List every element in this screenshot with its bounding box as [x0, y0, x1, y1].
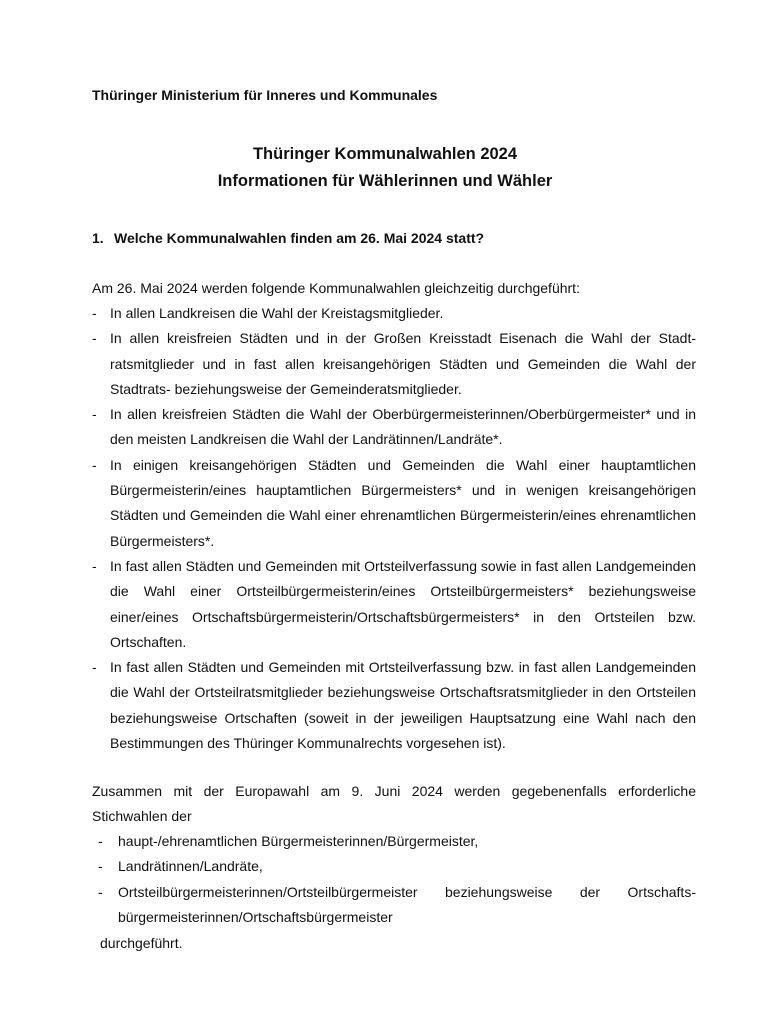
section-1-summary: Zusammen mit der Europawahl am 9. Juni 2024 werden gegebenenfalls erforderliche Stichwahlen der [92, 783, 696, 825]
list-item [98, 880, 696, 931]
list-dash: - [98, 833, 103, 849]
list-item-text: In einigen kreisangehörigen Städten und Gemeinden die Wahl einer hauptamtlichen Bürgermeisterin/eines hauptamtlichen Bürgermeisters* und in wenigen kreisangehörigen Städten und Gemeinden die Wahl einer ehrenamtlichen Bürgermeisterin/eines ehrenamtlichen Bürgermeisters*. [110, 456, 696, 549]
list-dash: - [98, 883, 103, 900]
list-item [92, 301, 696, 326]
list-dash: - [92, 406, 97, 423]
runoff-list [98, 829, 696, 930]
list-item-text: In allen kreisfreien Städten und in der Großen Kreisstadt Eisenach die Wahl der Stadtratsmitglieder und in fast allen kreisangehörigen Städten und Gemeinden die Wahl der Stadtrats- beziehungsweise der Gemeinderatsmitglieder. [110, 330, 696, 397]
section-1-closing: durchgeführt. [100, 935, 183, 951]
list-item [92, 402, 696, 453]
list-item-text: In fast allen Städten und Gemeinden mit Ortsteilverfassung bzw. in fast allen Landgemeinden die Wahl der Ortsteilratsmitglieder beziehungsweise Ortschaftsratsmitglieder in den Ortsteilen beziehungsweise Ortschaften (soweit in der jeweiligen Hauptsatzung eine Wahl nach den Bestimmungen des Thüringer Kommunalrechts vorgesehen ist). [110, 659, 696, 752]
list-dash: - [92, 557, 97, 574]
list-item-text: In fast allen Städten und Gemeinden mit Ortsteilverfassung sowie in fast allen Landgemeinden die Wahl einer Ortsteilbürgermeisterin/eines Ortsteilbürgermeisters* beziehungsweise einer/eines Ortschaftsbürgermeisterin/Ortschaftsbürgermeisters* in den Ortsteilen bzw. Ortschaften. [110, 557, 696, 650]
section-1-intro: Am 26. Mai 2024 werden folgende Kommunalwahlen gleichzeitig durchgeführt: [92, 280, 580, 296]
list-item-text: Landrätinnen/Landräte, [118, 858, 263, 875]
list-dash: - [98, 858, 103, 875]
document-title [0, 141, 770, 195]
list-item-text: In allen kreisfreien Städten die Wahl der Oberbürgermeisterinnen/Oberbürgermeister* und in den meisten Landkreisen die Wahl der Landrätinnen/Landräte*. [110, 406, 696, 448]
section-1-number: 1. [92, 230, 104, 246]
title-line-1: Thüringer Kommunalwahlen 2024 [252, 145, 518, 163]
list-dash: - [92, 330, 97, 347]
list-item-text: haupt-/ehrenamtlichen Bürgermeisterinnen/Bürgermeister, [118, 833, 479, 849]
list-item [98, 829, 696, 854]
section-1-heading [92, 230, 484, 246]
list-item [98, 854, 696, 879]
list-item [92, 326, 696, 402]
list-item [92, 453, 696, 554]
title-line-2: Informationen für Wählerinnen und Wähler [217, 172, 553, 190]
election-list [92, 301, 696, 756]
list-dash: - [92, 305, 97, 321]
list-dash: - [92, 456, 97, 473]
list-item-text: In allen Landkreisen die Wahl der Kreistagsmitglieder. [110, 305, 444, 321]
list-item [92, 655, 696, 756]
list-item-text: Ortsteilbürgermeisterinnen/Ortsteilbürgermeister beziehungsweise der Ortschaftsbürgermeisterinnen/Ortschaftsbürgermeister [118, 883, 696, 925]
ministry-name: Thüringer Ministerium für Inneres und Kommunales [92, 87, 438, 103]
list-dash: - [92, 659, 97, 676]
list-item [92, 554, 696, 655]
section-1-heading-text: Welche Kommunalwahlen finden am 26. Mai 2024 statt? [114, 230, 485, 246]
